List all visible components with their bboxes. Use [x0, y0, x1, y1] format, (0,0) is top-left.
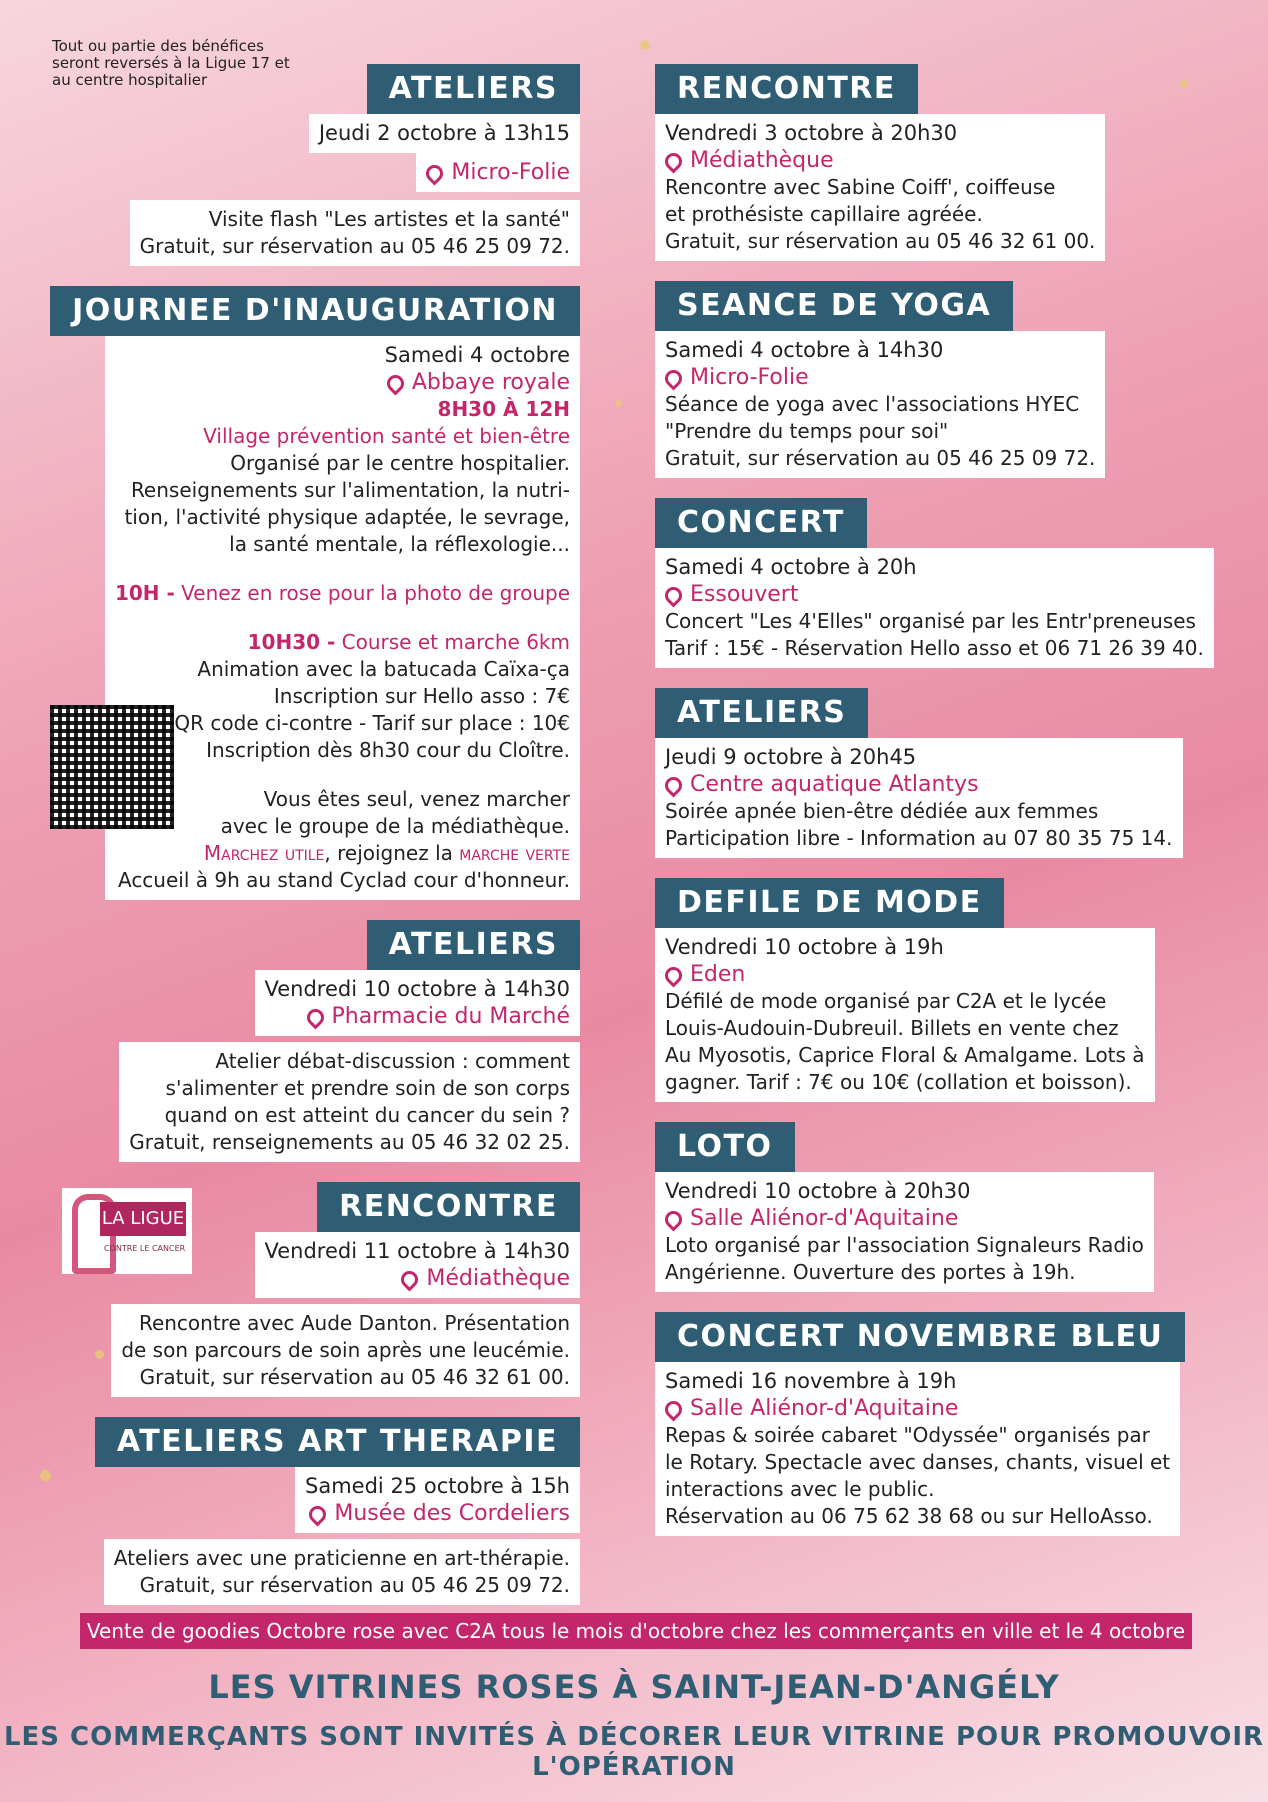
event-block: [0, 64, 580, 266]
photo-line: [115, 580, 570, 607]
location-pin-icon: [383, 371, 407, 395]
event-panel: [655, 928, 1155, 1102]
location-pin-icon: [661, 1397, 685, 1421]
event-date: Vendredi 10 octobre à 20h30: [665, 1179, 971, 1203]
event-details: [119, 1042, 580, 1162]
event-place: Salle Aliénor-d'Aquitaine: [690, 1396, 959, 1421]
event-line: Tarif : 15€ - Réservation Hello asso et 06 71 26 39 40.: [665, 636, 1204, 660]
event-tag: ATELIERS: [367, 64, 580, 114]
marche-verte: marche verte: [459, 841, 570, 865]
location-pin-icon: [303, 1005, 327, 1029]
qr-code-icon: [50, 705, 174, 829]
decor-dot: [615, 400, 622, 407]
event-panel: [295, 1467, 580, 1533]
event-block: [0, 920, 580, 1162]
event-date: Jeudi 9 octobre à 20h45: [665, 745, 917, 769]
goodies-banner: Vente de goodies Octobre rose avec C2A tous le mois d'octobre chez les commerçants en ville et le 4 octobre: [80, 1613, 1192, 1649]
event-line: Vous êtes seul, venez marcher: [263, 787, 570, 811]
event-place: Micro-Folie: [690, 365, 809, 390]
event-line: Gratuit, sur réservation au 05 46 32 61 00.: [665, 229, 1096, 253]
event-date: Vendredi 10 octobre à 19h: [665, 935, 944, 959]
event-line: Angérienne. Ouverture des portes à 19h.: [665, 1260, 1076, 1284]
location-pin-icon: [661, 963, 685, 987]
event-line: Au Myosotis, Caprice Floral & Amalgame. Lots à: [665, 1043, 1145, 1067]
event-line: et prothésiste capillaire agréée.: [665, 202, 983, 226]
event-tag: ATELIERS ART THERAPIE: [95, 1417, 580, 1467]
event-line: Gratuit, sur réservation au 05 46 25 09 72.: [665, 446, 1096, 470]
event-date: Samedi 4 octobre à 20h: [665, 555, 917, 579]
event-place: Médiathèque: [690, 148, 834, 173]
location-pin-icon: [661, 366, 685, 390]
location-pin-icon: [661, 149, 685, 173]
event-tag: LOTO: [655, 1122, 795, 1172]
event-time: 8H30 À 12H: [437, 397, 570, 421]
event-place: Pharmacie du Marché: [331, 1004, 570, 1029]
event-date: Vendredi 10 octobre à 14h30: [264, 977, 570, 1001]
event-line: la santé mentale, la réflexologie...: [229, 532, 570, 556]
event-subtitle: Venez en rose pour la photo de groupe: [181, 581, 570, 605]
event-line: s'alimenter et prendre soin de son corps: [165, 1076, 570, 1100]
event-date: Jeudi 2 octobre à 13h15: [318, 121, 570, 145]
event-place: Essouvert: [690, 582, 799, 607]
event-line: Gratuit, sur réservation au 05 46 25 09 72.: [139, 1573, 570, 1597]
event-details: [104, 1539, 580, 1605]
event-place-panel: [416, 153, 580, 192]
la-ligue-logo: [62, 1188, 192, 1274]
event-line: avec le groupe de la médiathèque.: [220, 814, 570, 838]
event-place-row: [665, 771, 1173, 798]
event-tag: RENCONTRE: [317, 1182, 580, 1232]
event-subtitle: Village prévention santé et bien-être: [203, 424, 570, 448]
event-line: de son parcours de soin après une leucémie.: [121, 1338, 570, 1362]
event-time: 10H30 -: [247, 630, 336, 654]
event-place-row: [115, 369, 570, 396]
event-panel: [255, 970, 581, 1036]
event-line: "Prendre du temps pour soi": [665, 419, 949, 443]
event-place: Centre aquatique Atlantys: [690, 772, 979, 797]
logo-text: LA LIGUE: [100, 1202, 186, 1236]
location-pin-icon: [423, 161, 447, 185]
event-details: [111, 1304, 580, 1397]
event-place-row: [665, 364, 1095, 391]
event-line: Inscription dès 8h30 cour du Cloître.: [206, 738, 570, 762]
event-time: 10H -: [114, 581, 175, 605]
run-line: [115, 629, 570, 656]
event-panel: [655, 1172, 1154, 1292]
event-line: Gratuit, sur réservation au 05 46 32 61 00.: [139, 1365, 570, 1389]
event-line: Concert "Les 4'Elles" organisé par les Entr'preneuses: [665, 609, 1196, 633]
event-place: Musée des Cordeliers: [334, 1501, 570, 1526]
event-line: Louis-Audouin-Dubreuil. Billets en vente chez: [665, 1016, 1119, 1040]
event-panel: [255, 1232, 581, 1298]
event-place: Abbaye royale: [411, 370, 570, 395]
footer-title: LES VITRINES ROSES À SAINT-JEAN-D'ANGÉLY: [208, 1668, 1060, 1706]
event-date: Vendredi 3 octobre à 20h30: [665, 121, 958, 145]
logo-subtext: CONTRE LE CANCER: [104, 1244, 186, 1253]
event-panel: [105, 336, 580, 900]
event-line: tion, l'activité physique adaptée, le sevrage,: [124, 505, 570, 529]
event-line: Accueil à 9h au stand Cyclad cour d'honneur.: [117, 868, 570, 892]
location-pin-icon: [661, 773, 685, 797]
event-tag: RENCONTRE: [655, 64, 918, 114]
event-tag: CONCERT: [655, 498, 867, 548]
event-place-row: [665, 581, 1204, 608]
event-line: Défilé de mode organisé par C2A et le lycée: [665, 989, 1107, 1013]
event-place: Micro-Folie: [451, 160, 570, 185]
event-line: Renseignements sur l'alimentation, la nutri-: [130, 478, 570, 502]
event-block: [655, 1122, 1265, 1292]
event-line: Rencontre avec Sabine Coiff', coiffeuse: [665, 175, 1056, 199]
event-line: Réservation au 06 75 62 38 68 ou sur HelloAsso.: [665, 1504, 1153, 1528]
event-block: [655, 498, 1265, 668]
event-line: interactions avec le public.: [665, 1477, 935, 1501]
event-tag: CONCERT NOVEMBRE BLEU: [655, 1312, 1185, 1362]
event-panel: [655, 114, 1105, 261]
event-line: Gratuit, sur réservation au 05 46 25 09 72.: [139, 234, 570, 258]
event-panel: [655, 548, 1214, 668]
walk-join: , rejoignez la: [324, 841, 460, 865]
event-tag: ATELIERS: [367, 920, 580, 970]
intro-note: Tout ou partie des bénéfices seront reversés à la Ligue 17 et au centre hospitalier: [52, 37, 290, 89]
location-pin-icon: [661, 583, 685, 607]
event-block: [0, 1417, 580, 1605]
event-line: Participation libre - Information au 07 80 35 75 14.: [665, 826, 1173, 850]
event-subtitle: Course et marche 6km: [341, 630, 570, 654]
event-place-row: [665, 1395, 1170, 1422]
event-block: [655, 878, 1265, 1102]
decor-dot: [640, 40, 650, 50]
event-panel: [655, 1362, 1180, 1536]
event-block: [655, 1312, 1265, 1536]
event-date: Vendredi 11 octobre à 14h30: [264, 1239, 570, 1263]
location-pin-icon: [398, 1267, 422, 1291]
event-tag: JOURNEE D'INAUGURATION: [50, 286, 580, 336]
event-place: Eden: [690, 962, 746, 987]
marchez-utile: Marchez utile: [203, 841, 325, 865]
walk-line: [115, 840, 570, 867]
event-line: quand on est atteint du cancer du sein ?: [164, 1103, 570, 1127]
event-line: Séance de yoga avec l'associations HYEC: [665, 392, 1080, 416]
event-line: Ateliers avec une praticienne en art-thérapie.: [113, 1546, 570, 1570]
event-place-row: [665, 147, 1095, 174]
event-block: [655, 281, 1265, 478]
event-block: [655, 688, 1265, 858]
event-line: Atelier débat-discussion : comment: [215, 1049, 570, 1073]
left-column: [0, 64, 580, 1605]
event-place-row: [665, 961, 1145, 988]
event-date: Samedi 16 novembre à 19h: [665, 1369, 957, 1393]
event-tag: SEANCE DE YOGA: [655, 281, 1013, 331]
event-line: Organisé par le centre hospitalier.: [230, 451, 570, 475]
event-line: Repas & soirée cabaret "Odyssée" organisés par: [665, 1423, 1150, 1447]
event-line: Rencontre avec Aude Danton. Présentation: [138, 1311, 570, 1335]
event-details: [130, 200, 580, 266]
event-line: QR code ci-contre - Tarif sur place : 10€: [174, 711, 570, 735]
event-panel: [655, 331, 1105, 478]
event-place: Médiathèque: [426, 1266, 570, 1291]
event-panel: [309, 114, 580, 153]
event-line: Inscription sur Hello asso : 7€: [273, 684, 570, 708]
event-place-row: [265, 1003, 571, 1030]
footer-subtitle: LES COMMERÇANTS SONT INVITÉS À DÉCORER LEUR VITRINE POUR PROMOUVOIR L'OPÉRATION: [3, 1722, 1265, 1782]
event-line: Loto organisé par l'association Signaleurs Radio: [665, 1233, 1144, 1257]
event-tag: DEFILE DE MODE: [655, 878, 1004, 928]
event-line: Soirée apnée bien-être dédiée aux femmes: [665, 799, 1099, 823]
event-place: Salle Aliénor-d'Aquitaine: [690, 1206, 959, 1231]
event-line: Gratuit, renseignements au 05 46 32 02 25.: [129, 1130, 570, 1154]
event-date: Samedi 4 octobre: [384, 343, 570, 367]
event-block: [655, 64, 1265, 261]
event-line: Animation avec la batucada Caïxa-ça: [197, 657, 570, 681]
event-line: le Rotary. Spectacle avec danses, chants, visuel et: [665, 1450, 1171, 1474]
event-panel: [655, 738, 1183, 858]
event-place-row: [265, 1265, 571, 1292]
event-tag: ATELIERS: [655, 688, 868, 738]
location-pin-icon: [661, 1207, 685, 1231]
event-place-row: [305, 1500, 570, 1527]
event-place-row: [665, 1205, 1144, 1232]
event-line: gagner. Tarif : 7€ ou 10€ (collation et boisson).: [665, 1070, 1132, 1094]
event-date: Samedi 4 octobre à 14h30: [665, 338, 944, 362]
location-pin-icon: [306, 1502, 330, 1526]
event-line: Visite flash "Les artistes et la santé": [208, 207, 570, 231]
event-date: Samedi 25 octobre à 15h: [305, 1474, 570, 1498]
right-column: [655, 64, 1265, 1536]
